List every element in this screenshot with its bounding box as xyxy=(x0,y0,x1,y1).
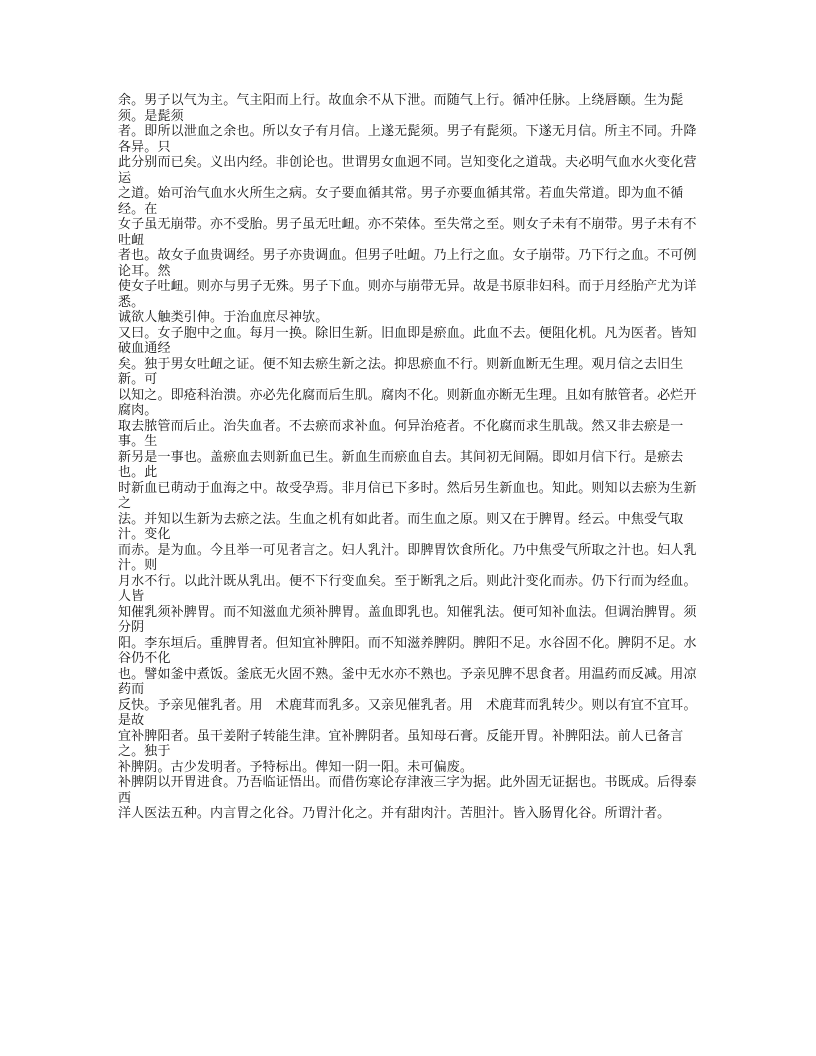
text-line: 取去脓管而后止。治失血者。不去瘀而求补血。何异治疮者。不化腐而求生肌哉。然又非去瘀是一事。生 xyxy=(118,418,684,449)
text-line: 也。譬如釜中煮饭。釜底无火固不熟。釜中无水亦不熟也。予亲见脾不思食者。用温药而反减。用凉药而 xyxy=(118,666,697,697)
text-line: 月水不行。以此汁既从乳出。便不下行变血矣。至于断乳之后。则此汁变化而赤。仍下行而为经血。人皆 xyxy=(118,573,697,604)
text-line: 洋人医法五种。内言胃之化谷。乃胃汁化之。并有甜肉汁。苦胆汁。皆入肠胃化谷。所谓汁者。 xyxy=(118,806,671,821)
text-line: 诚欲人触类引伸。于治血庶尽神欤。 xyxy=(118,310,329,325)
text-line: 者。即所以泄血之余也。所以女子有月信。上遂无髭须。男子有髭须。下遂无月信。所主不同。升降各异。只 xyxy=(118,124,697,155)
text-line: 此分别而已矣。义出内经。非创论也。世谓男女血迥不同。岂知变化之道哉。夫必明气血水火变化营运 xyxy=(118,155,697,186)
text-line: 法。并知以生新为去瘀之法。生血之机有如此者。而生血之原。则又在于脾胃。经云。中焦受气取汁。变化 xyxy=(118,511,684,542)
text-line: 时新血已萌动于血海之中。故受孕焉。非月信已下多时。然后另生新血也。知此。则知以去瘀为生新之 xyxy=(118,480,697,511)
text-line: 使女子吐衄。则亦与男子无殊。男子下血。则亦与崩带无异。故是书原非妇科。而于月经胎产尤为详悉。 xyxy=(118,279,697,310)
text-line: 阳。李东垣后。重脾胃者。但知宜补脾阳。而不知滋养脾阴。脾阳不足。水谷固不化。脾阴不足。水谷仍不化 xyxy=(118,635,697,666)
text-line: 反快。予亲见催乳者。用 术鹿茸而乳多。又亲见催乳者。用 术鹿茸而乳转少。则以有宜不宜耳。是故 xyxy=(118,697,697,728)
text-line: 以知之。即疮科治溃。亦必先化腐而后生肌。腐肉不化。则新血亦断无生理。且如有脓管者。必烂开腐肉。 xyxy=(118,387,697,418)
text-line: 新另是一事也。盖瘀血去则新血已生。新血生而瘀血自去。其间初无间隔。即如月信下行。是瘀去也。此 xyxy=(118,449,684,480)
text-line: 宜补脾阳者。虽干姜附子转能生津。宜补脾阴者。虽知母石膏。反能开胃。补脾阳法。前人已备言之。独于 xyxy=(118,728,684,759)
text-line: 女子虽无崩带。亦不受胎。男子虽无吐衄。亦不荣体。至失常之至。则女子未有不崩带。男子未有不吐衄 xyxy=(118,217,697,248)
text-line: 者也。故女子血贵调经。男子亦贵调血。但男子吐衄。乃上行之血。女子崩带。乃下行之血。不可例论耳。然 xyxy=(118,248,697,279)
text-line: 余。男子以气为主。气主阳而上行。故血余不从下泄。而随气上行。循冲任脉。上绕唇颐。生为髭须。是髭须 xyxy=(118,93,684,124)
text-line: 补脾阴以开胃进食。乃吾临证悟出。而借伤寒论存津液三字为据。此外固无证据也。书既成。后得泰西 xyxy=(118,775,697,806)
text-line: 知催乳须补脾胃。而不知滋血尤须补脾胃。盖血即乳也。知催乳法。便可知补血法。但调治脾胃。须分阴 xyxy=(118,604,697,635)
text-line: 而赤。是为血。今且举一可见者言之。妇人乳汁。即脾胃饮食所化。乃中焦受气所取之汁也。妇人乳汁。则 xyxy=(118,542,697,573)
text-line: 矣。独于男女吐衄之证。便不知去瘀生新之法。抑思瘀血不行。则新血断无生理。观月信之去旧生新。可 xyxy=(118,356,684,387)
document-page xyxy=(118,93,698,822)
text-line: 补脾阴。古少发明者。予特标出。俾知一阴一阳。未可偏废。 xyxy=(118,759,474,775)
text-line: 之道。始可治气血水火所生之病。女子要血循其常。男子亦要血循其常。若血失常道。即为血不循经。在 xyxy=(118,186,684,217)
text-line: 又曰。女子胞中之血。每月一换。除旧生新。旧血即是瘀血。此血不去。便阻化机。凡为医者。皆知破血通经 xyxy=(118,325,697,356)
